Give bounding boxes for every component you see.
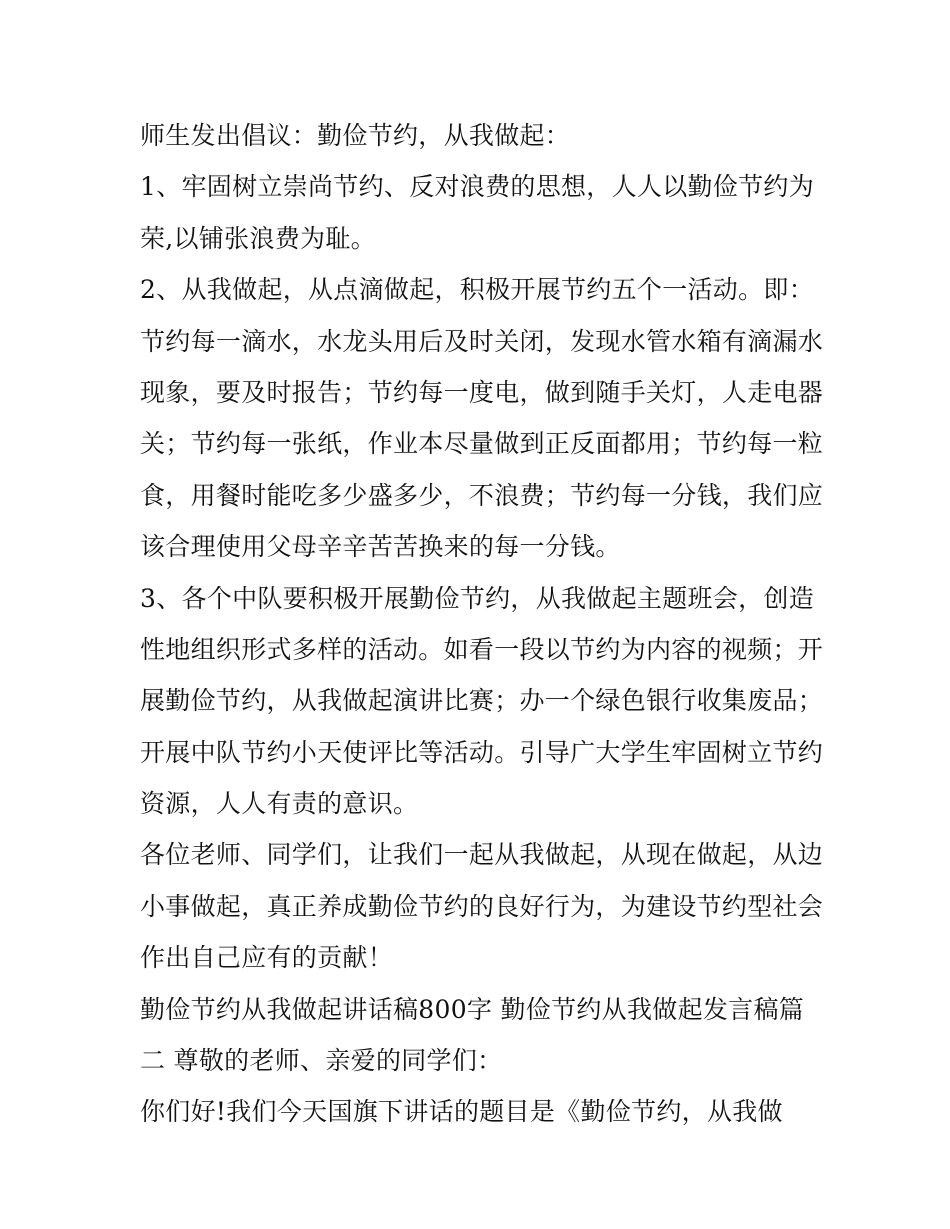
text-line: 食，用餐时能吃多少盛多少，不浪费；节约每一分钱，我们应 bbox=[140, 480, 824, 510]
text-line: 勤俭节约从我做起讲话稿800字 勤俭节约从我做起发言稿篇 bbox=[140, 994, 805, 1024]
text-line: 现象，要及时报告；节约每一度电，做到随手关灯，人走电器 bbox=[140, 377, 824, 407]
text-line: 师生发出倡议：勤俭节约，从我做起： bbox=[140, 121, 571, 150]
text-line: 1、牢固树立崇尚节约、反对浪费的思想，人人以勤俭节约为 bbox=[140, 172, 815, 202]
text-line: 你们好!我们今天国旗下讲话的题目是《勤俭节约，从我做 bbox=[140, 1097, 783, 1127]
text-line: 性地组织形式多样的活动。如看一段以节约为内容的视频；开 bbox=[140, 634, 824, 664]
text-line: 各位老师、同学们，让我们一起从我做起，从现在做起，从边 bbox=[140, 840, 824, 870]
text-line: 荣,以铺张浪费为耻。 bbox=[140, 223, 376, 253]
document-body bbox=[140, 110, 824, 1138]
text-line: 节约每一滴水，水龙头用后及时关闭，发现水管水箱有滴漏水 bbox=[140, 326, 824, 356]
text-line: 二 尊敬的老师、亲爱的同学们： bbox=[140, 1046, 503, 1076]
text-line: 开展中队节约小天使评比等活动。引导广大学生牢固树立节约 bbox=[140, 737, 824, 767]
text-line: 展勤俭节约，从我做起演讲比赛；办一个绿色银行收集废品； bbox=[140, 686, 824, 716]
text-line: 小事做起，真正养成勤俭节约的良好行为，为建设节约型社会 bbox=[140, 891, 824, 921]
text-line: 作出自己应有的贡献！ bbox=[140, 943, 394, 973]
text-line: 2、从我做起，从点滴做起，积极开展节约五个一活动。即： bbox=[140, 275, 815, 305]
text-line: 3、各个中队要积极开展勤俭节约，从我做起主题班会，创造 bbox=[140, 583, 815, 613]
text-line: 该合理使用父母辛辛苦苦换来的每一分钱。 bbox=[140, 532, 621, 562]
text-line: 资源，人人有责的意识。 bbox=[140, 789, 419, 819]
text-line: 关；节约每一张纸，作业本尽量做到正反面都用；节约每一粒 bbox=[140, 429, 824, 459]
